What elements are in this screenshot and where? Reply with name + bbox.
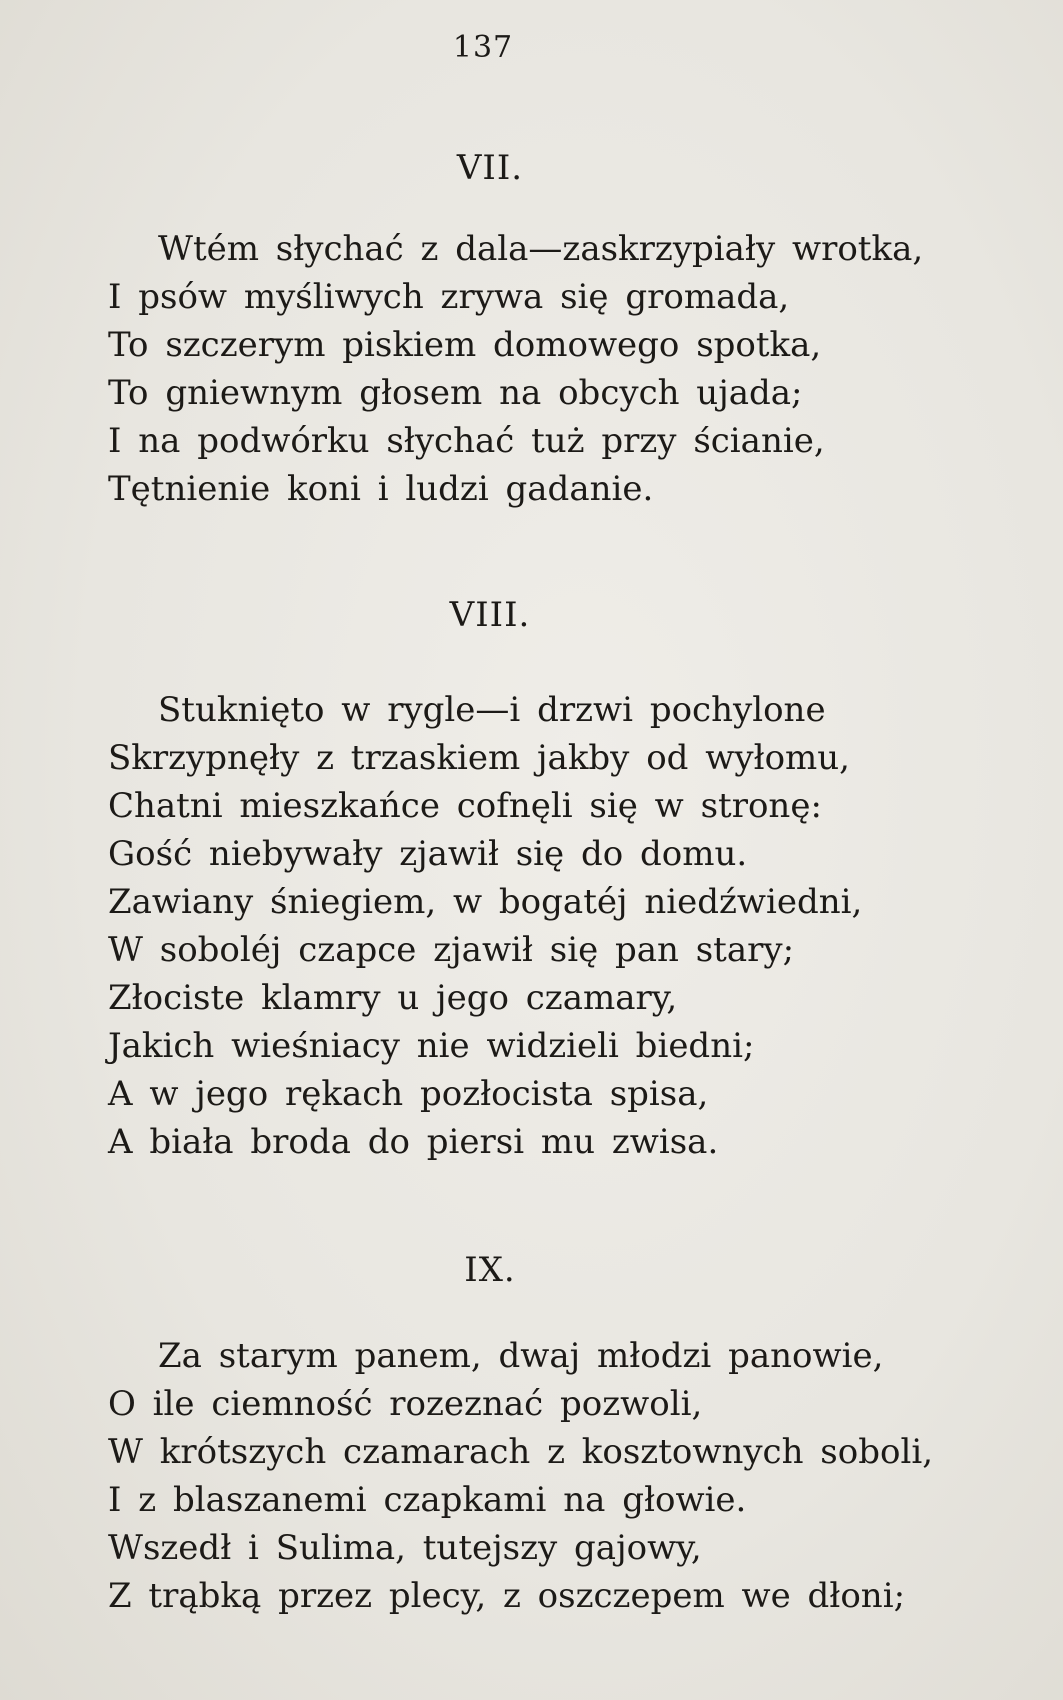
- verse-line: Za starym panem, dwaj młodzi panowie,: [158, 1336, 884, 1376]
- verse-line: Złociste klamry u jego czamary,: [108, 978, 678, 1018]
- stanza-vii: [108, 225, 958, 513]
- verse-line: I psów myśliwych zrywa się gromada,: [108, 277, 790, 317]
- verse-line: I na podwórku słychać tuż przy ścianie,: [108, 421, 825, 461]
- page-number: 137: [452, 30, 514, 65]
- verse-line: O ile ciemność rozeznać pozwoli,: [108, 1384, 703, 1424]
- verse-line: Z trąbką przez plecy, z oszczepem we dłoni;: [108, 1576, 906, 1616]
- stanza-viii: [108, 686, 958, 1166]
- verse-line: Chatni mieszkańce cofnęli się w stronę:: [108, 786, 822, 826]
- verse-line: Tętnienie koni i ludzi gadanie.: [108, 469, 654, 509]
- verse-line: To szczerym piskiem domowego spotka,: [108, 325, 822, 365]
- stanza-heading-ix: IX.: [464, 1250, 516, 1290]
- stanza-heading-viii: VIII.: [449, 595, 531, 635]
- verse-line: W krótszych czamarach z kosztownych soboli,: [108, 1432, 934, 1472]
- verse-line: Wszedł i Sulima, tutejszy gajowy,: [108, 1528, 702, 1568]
- verse-line: To gniewnym głosem na obcych ujada;: [108, 373, 803, 413]
- verse-line: W soboléj czapce zjawił się pan stary;: [108, 930, 795, 970]
- verse-line: Jakich wieśniacy nie widzieli biedni;: [108, 1026, 755, 1066]
- verse-line: I z blaszanemi czapkami na głowie.: [108, 1480, 747, 1520]
- stanza-heading-vii: VII.: [456, 148, 524, 188]
- verse-line: Wtém słychać z dala—zaskrzypiały wrotka,: [158, 229, 924, 269]
- verse-line: A w jego rękach pozłocista spisa,: [108, 1074, 709, 1114]
- verse-line: Stuknięto w rygle—i drzwi pochylone: [158, 690, 826, 730]
- verse-line: Zawiany śniegiem, w bogatéj niedźwiedni,: [108, 882, 863, 922]
- verse-line: A biała broda do piersi mu zwisa.: [108, 1122, 719, 1162]
- verse-line: Gość niebywały zjawił się do domu.: [108, 834, 748, 874]
- stanza-ix: [108, 1332, 958, 1620]
- verse-line: Skrzypnęły z trzaskiem jakby od wyłomu,: [108, 738, 850, 778]
